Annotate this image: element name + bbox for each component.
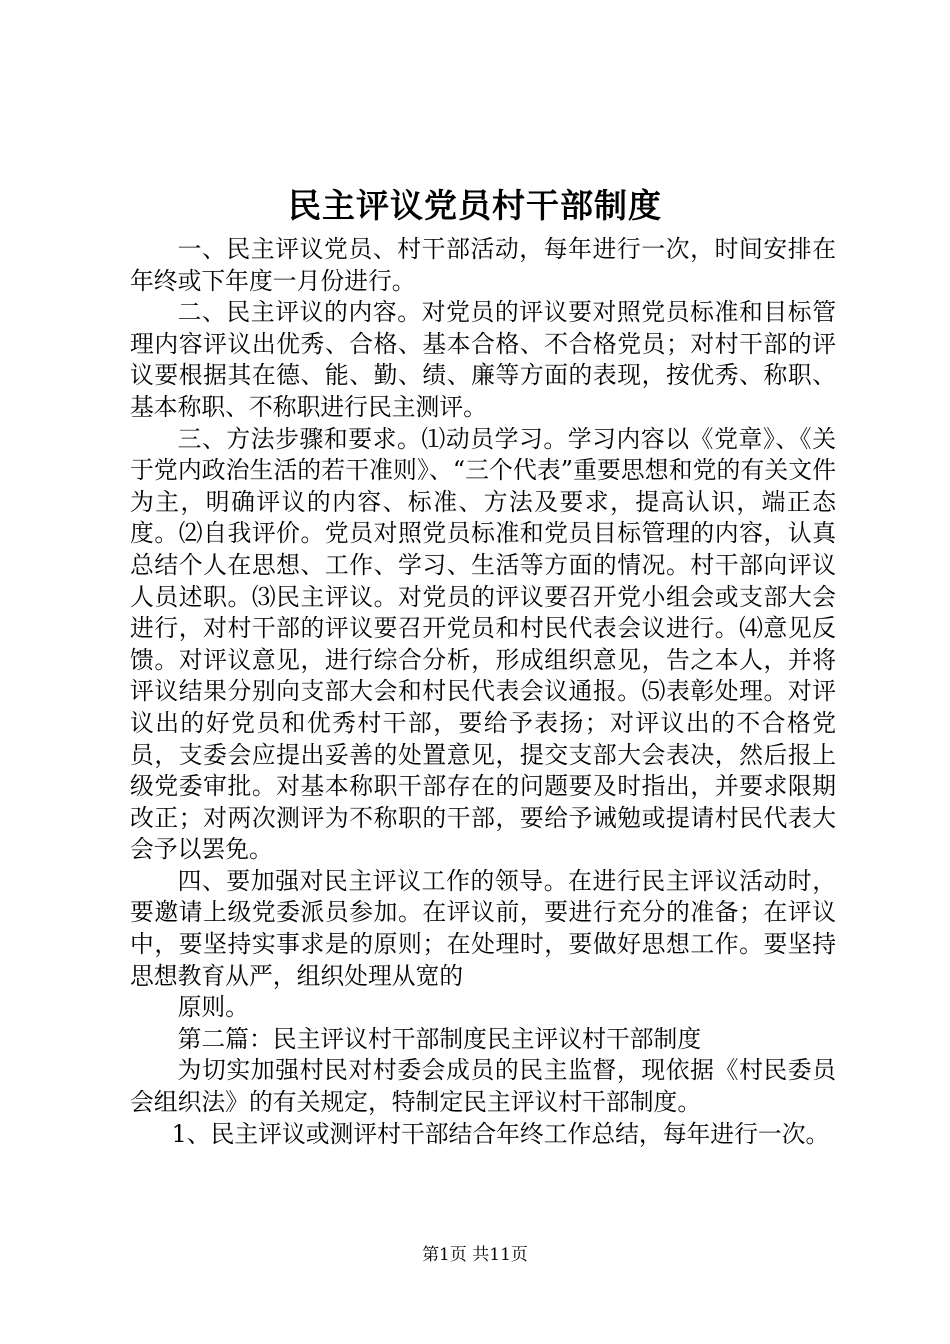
- paragraph-section-4-continuation: 原则。: [177, 993, 249, 1022]
- document-body: [130, 234, 836, 1150]
- paragraph-section-4: 四、要加强对民主评议工作的领导。在进行民主评议活动时，要邀请上级党委派员参加。在评议前，要进行充分的准备；在评议中，要坚持实事求是的原则；在处理时，要做好思想工作。要坚持思想教育从严，组织处理从宽的: [130, 866, 836, 990]
- paragraph-section-2: 二、民主评议的内容。对党员的评议要对照党员标准和目标管理内容评议出优秀、合格、基本合格、不合格党员；对村干部的评议要根据其在德、能、勤、绩、廉等方面的表现，按优秀、称职、基本称职、不称职进行民主测评。: [130, 298, 836, 421]
- paragraph-section-1: 一、民主评议党员、村干部活动，每年进行一次，时间安排在年终或下年度一月份进行。: [130, 235, 836, 295]
- document-title: 民主评议党员村干部制度: [288, 186, 662, 225]
- paragraph-item-1: 1、民主评议或测评村干部结合年终工作总结，每年进行一次。: [171, 1119, 830, 1148]
- paragraph-chapter-two-intro: 为切实加强村民对村委会成员的民主监督，现依据《村民委员会组织法》的有关规定，特制定民主评议村干部制度。: [130, 1056, 836, 1117]
- paragraph-section-3: 三、方法步骤和要求。⑴动员学习。学习内容以《党章》、《关于党内政治生活的若干准则》、“三个代表”重要思想和党的有关文件为主，明确评议的内容、标准、方法及要求，提高认识，端正态度。⑵自我评价。党员对照党员标准和党员目标管理的内容，认真总结个人在思想、工作、学习、生活等方面的情况。村干部向评议人员述职。⑶民主评议。对党员的评议要召开党小组会或支部大会进行，对村干部的评议要召开党员和村民代表会议进行。⑷意见反馈。对评议意见，进行综合分析，形成组织意见，告之本人，并将评议结果分别向支部大会和村民代表会议通报。⑸表彰处理。对评议出的好党员和优秀村干部，要给予表扬；对评议出的不合格党员，支委会应提出妥善的处置意见，提交支部大会表决，然后报上级党委审批。对基本称职干部存在的问题要及时指出，并要求限期改正；对两次测评为不称职的干部，要给予诫勉或提请村民代表大会予以罢免。: [130, 424, 836, 864]
- page-number-footer: 第1页 共11页: [422, 1245, 528, 1265]
- chapter-two-heading: 第二篇：民主评议村干部制度民主评议村干部制度: [177, 1024, 702, 1053]
